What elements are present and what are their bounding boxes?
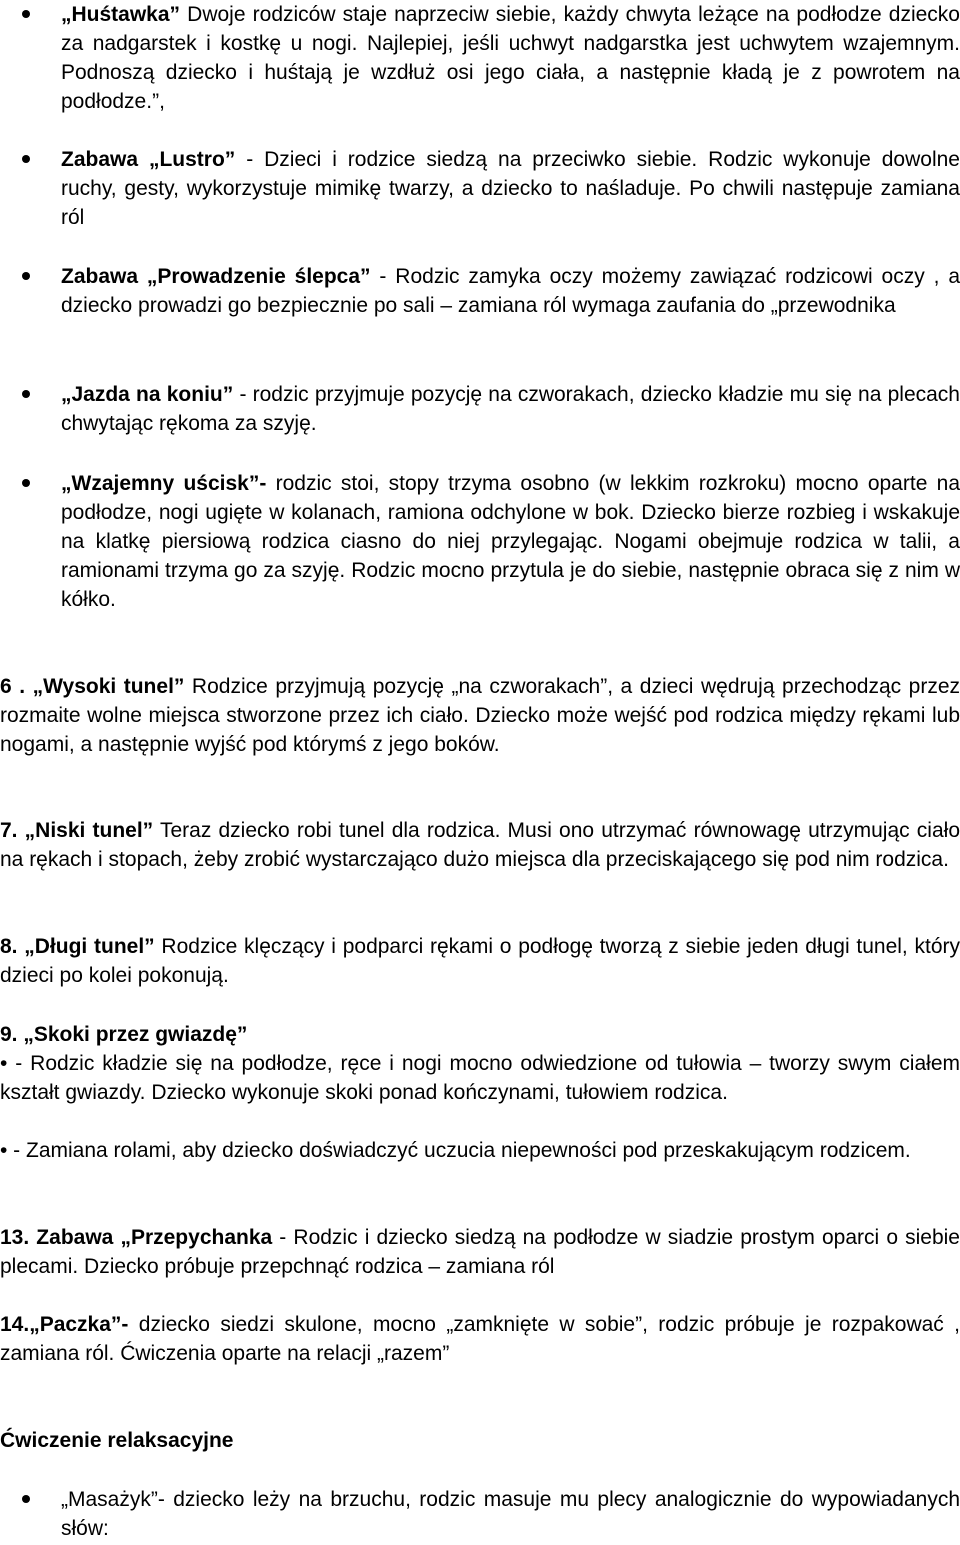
numbered-item xyxy=(0,672,960,759)
item-text: Rodzice przyjmują pozycję „na czworakach”, a dzieci wędrują przechodząc przez rozmaite wolne miejsca stworzone przez ich ciało. Dziecko może wejść pod rodzica między rękami lub nogami, a następnie wyjść pod którymś z jego boków. xyxy=(0,675,960,756)
list-item xyxy=(0,469,960,614)
sub-item xyxy=(0,1049,960,1107)
item-text: „Masażyk”- dziecko leży na brzuchu, rodzic masuje mu plecy analogicznie do wypowiadanych słów: xyxy=(61,1488,960,1540)
item-title: 7. „Niski tunel” xyxy=(0,819,154,842)
item-text: • - Rodzic kładzie się na podłodze, ręce i nogi mocno odwiedzione od tułowia – tworzy swym ciałem kształt gwiazdy. Dziecko wykonuje skoki ponad kończynami, tułowiem rodzica. xyxy=(0,1052,960,1104)
section-heading-text: Ćwiczenie relaksacyjne xyxy=(0,1429,234,1452)
item-text: dziecko siedzi skulone, mocno „zamknięte w sobie”, rodzic próbuje je rozpakować , zamiana ról. Ćwiczenia oparte na relacji „razem” xyxy=(0,1313,960,1365)
item-text: - Rodzic i dziecko siedzą na podłodze w siadzie prostym oparci o siebie plecami. Dziecko próbuje przepchnąć rodzica – zamiana ról xyxy=(0,1226,960,1278)
item-title: 6 . „Wysoki tunel” xyxy=(0,675,185,698)
numbered-item xyxy=(0,1223,960,1281)
item-text: Dwoje rodziców staje naprzeciw siebie, każdy chwyta leżące na podłodze dziecko za nadgarstek i kostkę u nogi. Najlepiej, jeśli uchwyt nadgarstka jest uchwytem wzajemnym. Podnoszą dziecko i huśtają je wzdłuż osi jego ciała, a następnie kładą je z powrotem na podłodze.”, xyxy=(61,3,960,113)
item-text: rodzic stoi, stopy trzyma osobno (w lekkim rozkroku) mocno oparte na podłodze, nogi ugięte w kolanach, ramiona odchylone w bok. Dziecko bierze rozbieg i wskakuje na klatkę piersiową rodzica ciasno do niej przylegając. Nogami obejmuje rodzica w talii, a ramionami trzyma go za szyję. Rodzic mocno przytula je do siebie, następnie obraca się z nim w kółko. xyxy=(61,472,960,611)
item-text: • - Zamiana rolami, aby dziecko doświadczyć uczucia niepewności pod przeskakującym rodzicem. xyxy=(0,1139,911,1162)
list-item xyxy=(0,145,960,232)
numbered-item xyxy=(0,932,960,990)
bullet-icon xyxy=(22,272,30,280)
item-title: 13. Zabawa „Przepychanka xyxy=(0,1226,273,1249)
item-text: - rodzic przyjmuje pozycję na czworakach, dziecko kładzie mu się na plecach chwytając rękoma za szyję. xyxy=(61,383,960,435)
bullet-icon xyxy=(22,1495,30,1503)
item-text: Rodzice klęczący i podparci rękami o podłogę tworzą z siebie jeden długi tunel, który dzieci po kolei pokonują. xyxy=(0,935,960,987)
item-title: Zabawa „Prowadzenie ślepca” xyxy=(61,265,371,288)
list-item xyxy=(0,380,960,438)
item-title: „Wzajemny uścisk”- xyxy=(61,472,267,495)
bullet-icon xyxy=(22,155,30,163)
section-heading xyxy=(0,1426,960,1455)
list-item xyxy=(0,1485,960,1543)
list-item xyxy=(0,262,960,320)
bullet-icon xyxy=(22,10,30,18)
numbered-item xyxy=(0,1020,960,1049)
item-text: - Dzieci i rodzice siedzą na przeciwko siebie. Rodzic wykonuje dowolne ruchy, gesty, wykorzystuje mimikę twarzy, a dziecko to naśladuje. Po chwili następuje zamiana ról xyxy=(61,148,960,229)
bullet-icon xyxy=(22,390,30,398)
item-title: 8. „Długi tunel” xyxy=(0,935,155,958)
sub-item xyxy=(0,1136,960,1165)
item-title: Zabawa „Lustro” xyxy=(61,148,236,171)
item-text: - Rodzic zamyka oczy możemy zawiązać rodzicowi oczy , a dziecko prowadzi go bezpiecznie po sali – zamiana ról wymaga zaufania do „przewodnika xyxy=(61,265,960,317)
bullet-icon xyxy=(22,479,30,487)
item-title: 9. „Skoki przez gwiazdę” xyxy=(0,1023,248,1046)
numbered-item xyxy=(0,816,960,874)
item-title: „Huśtawka” xyxy=(61,3,181,26)
numbered-item xyxy=(0,1310,960,1368)
item-title: 14.„Paczka”- xyxy=(0,1313,129,1336)
item-title: „Jazda na koniu” xyxy=(61,383,234,406)
list-item xyxy=(0,0,960,116)
item-text: Teraz dziecko robi tunel dla rodzica. Musi ono utrzymać równowagę utrzymując ciało na rękach i stopach, żeby zrobić wystarczająco dużo miejsca dla przeciskającego się pod nim rodzica. xyxy=(0,819,960,871)
